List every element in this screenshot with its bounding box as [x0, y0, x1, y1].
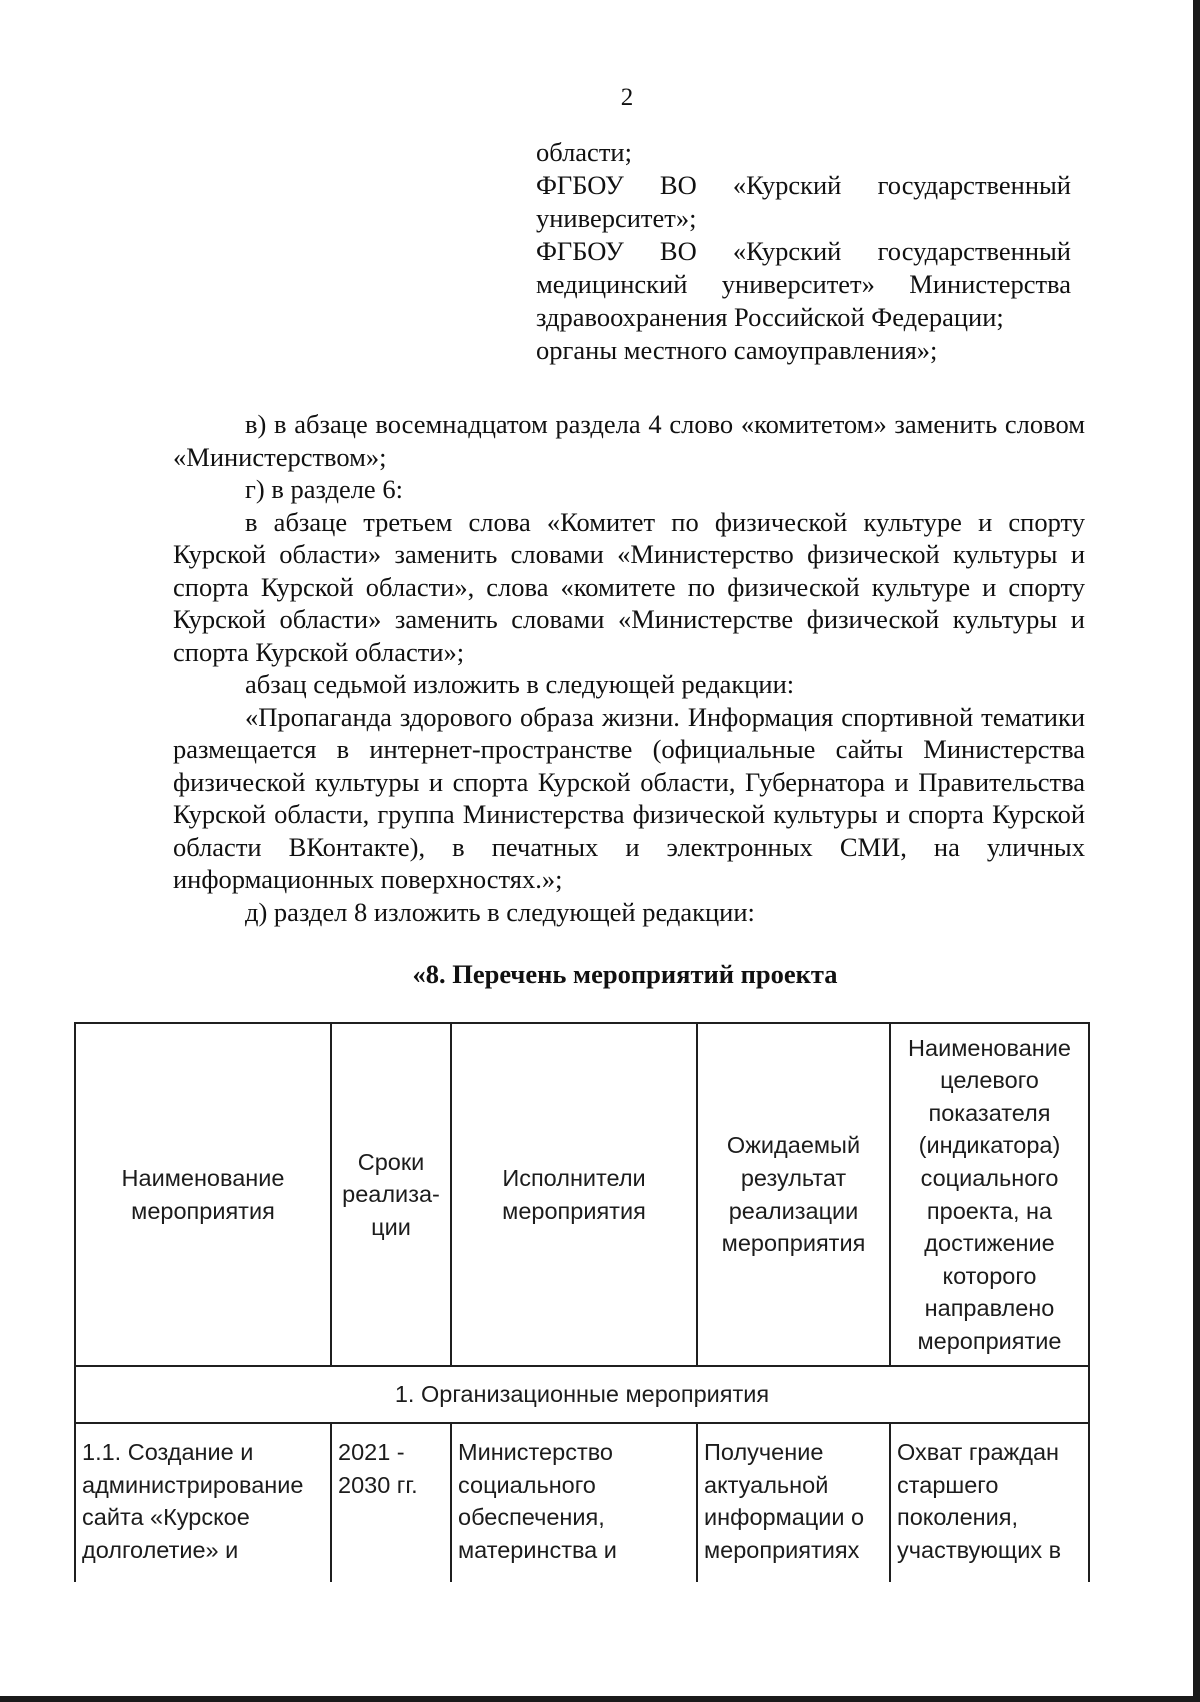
- header-cell: Сроки реализа-ции: [331, 1023, 451, 1366]
- header-cell: Наименование мероприятия: [75, 1023, 331, 1366]
- paragraph: абзац седьмой изложить в следующей редакции:: [245, 669, 795, 699]
- section-heading: «8. Перечень мероприятий проекта: [412, 959, 838, 989]
- table-cell: Охват граждан старшего поколения, участвующих в: [890, 1423, 1089, 1582]
- address-line: области;: [536, 137, 632, 167]
- paragraph: д) раздел 8 изложить в следующей редакции:: [245, 896, 755, 927]
- table-section-row: [75, 1366, 1089, 1423]
- page-number: 2: [620, 84, 634, 111]
- header-cell: Ожидаемый результат реализации мероприятия: [697, 1023, 890, 1366]
- paragraph: в) в абзаце восемнадцатом раздела 4 слово «комитетом» заменить словом «Министерством»;: [173, 409, 1085, 472]
- table-header-row: [75, 1023, 1089, 1366]
- scan-bottom-edge: [0, 1696, 1200, 1702]
- address-line: университет»;: [536, 203, 697, 233]
- address-line: здравоохранения Российской Федерации;: [536, 302, 1004, 332]
- table-cell: 1.1. Создание и администрирование сайта «Курское долголетие» и: [75, 1423, 331, 1582]
- address-line: ФГБОУ ВО «Курский государственный: [536, 170, 1071, 200]
- paragraph: «Пропаганда здорового образа жизни. Информация спортивной тематики размещается в интернет-пространстве (официальные сайты Министерства физической культуры и спорта Курской области, Губернатора и Правительства Курской области, группа Министерства физической культуры и спорта Курской области ВКонтакте), в печатных и электронных СМИ, на уличных информационных поверхностях.»;: [173, 701, 1085, 894]
- scan-right-edge: [1193, 0, 1200, 1702]
- table-row: [75, 1423, 1089, 1582]
- header-cell: Исполнители мероприятия: [451, 1023, 697, 1366]
- table-cell: 2021 - 2030 гг.: [331, 1423, 451, 1582]
- address-block: [536, 136, 1071, 367]
- address-line: органы местного самоуправления»;: [536, 335, 938, 365]
- address-line: ФГБОУ ВО «Курский государственный: [536, 236, 1071, 266]
- header-cell: Наименование целевого показателя (индикатора) социального проекта, на достижение которого направлено мероприятие: [890, 1023, 1089, 1366]
- section-cell: 1. Организационные мероприятия: [75, 1366, 1089, 1423]
- table-cell: Министерство социального обеспечения, материнства и: [451, 1423, 697, 1582]
- events-table: [74, 1022, 1090, 1582]
- paragraph: в абзаце третьем слова «Комитет по физической культуре и спорту Курской области» заменить словами «Министерство физической культуры и спорта Курской области», слова «комитете по физической культуре и спорту Курской области» заменить словами «Министерстве физической культуры и спорта Курской области»;: [173, 506, 1085, 667]
- paragraph: г) в разделе 6:: [245, 474, 403, 504]
- document-body: [173, 408, 1085, 928]
- table-cell: Получение актуальной информации о мероприятиях: [697, 1423, 890, 1582]
- address-line: медицинский университет» Министерства: [536, 269, 1071, 299]
